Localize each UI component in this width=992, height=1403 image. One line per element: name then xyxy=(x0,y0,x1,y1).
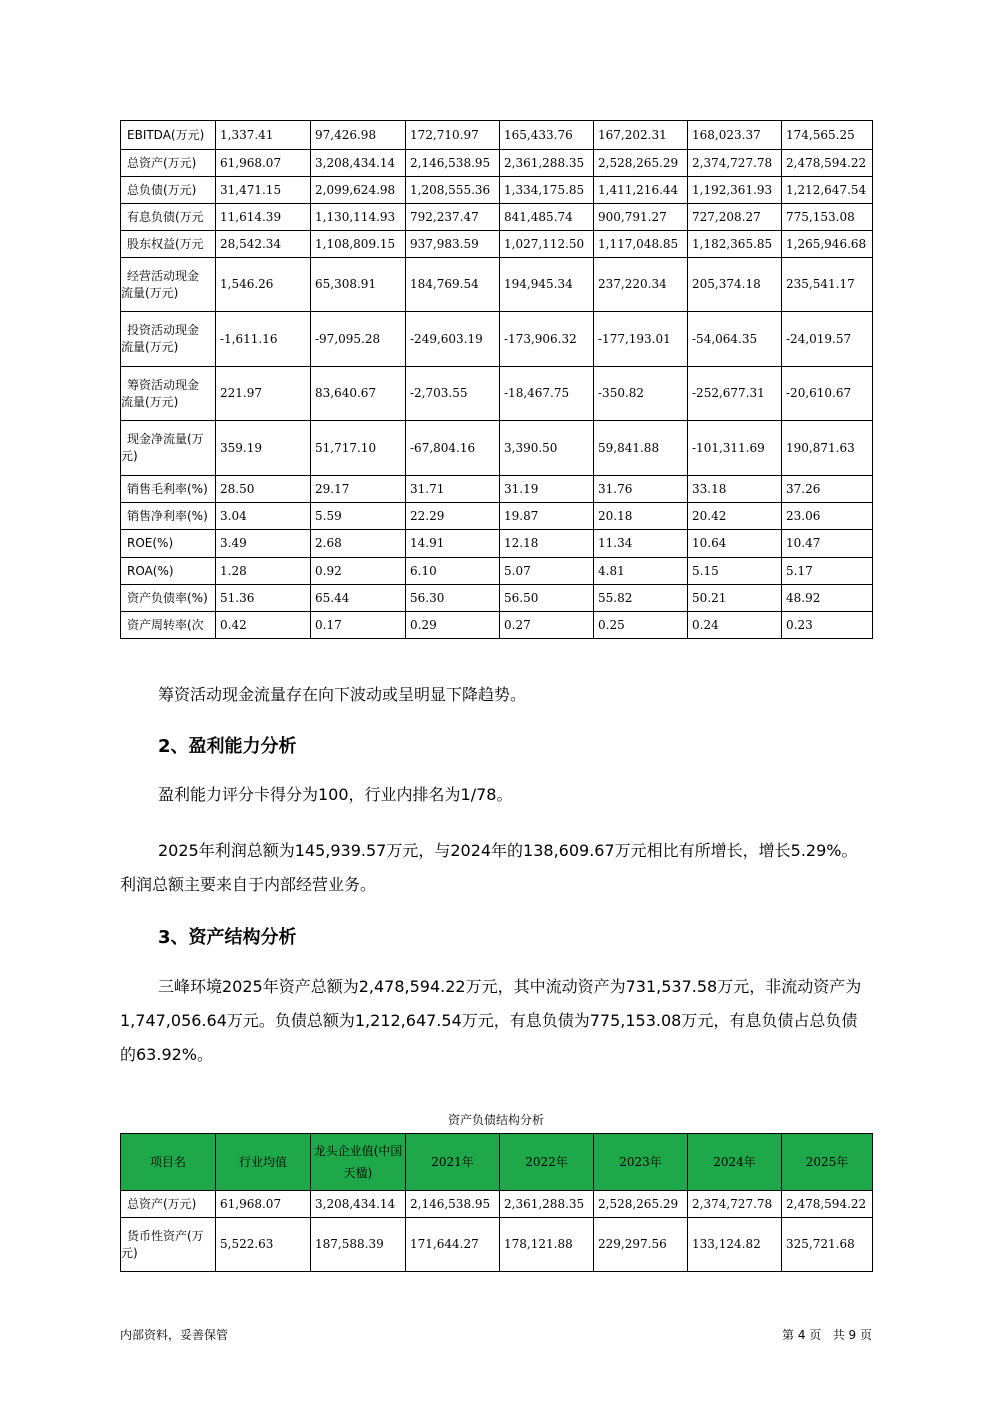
table-row xyxy=(121,204,873,231)
row-label: 总资产(万元) xyxy=(121,1191,216,1218)
cell: 33.18 xyxy=(688,476,782,503)
cell: 12.18 xyxy=(500,530,594,558)
row-label: 资产负债率(%) xyxy=(121,585,216,612)
cell: -177,193.01 xyxy=(594,312,688,367)
cell: 0.92 xyxy=(311,558,406,585)
cell: 3,390.50 xyxy=(500,421,594,476)
cell: 56.50 xyxy=(500,585,594,612)
cell: 2,146,538.95 xyxy=(406,150,500,177)
cell: 1,130,114.93 xyxy=(311,204,406,231)
cell: 10.47 xyxy=(782,530,873,558)
cell: 235,541.17 xyxy=(782,258,873,312)
cell: 1,546.26 xyxy=(216,258,311,312)
row-label: 有息负债(万元 xyxy=(121,204,216,231)
table-row xyxy=(121,421,873,476)
cell: -20,610.67 xyxy=(782,367,873,421)
row-label: 总负债(万元) xyxy=(121,177,216,204)
table-row xyxy=(121,1218,873,1272)
cell: 11,614.39 xyxy=(216,204,311,231)
cell: 0.29 xyxy=(406,612,500,639)
cell: 0.23 xyxy=(782,612,873,639)
cell: 184,769.54 xyxy=(406,258,500,312)
cell: -54,064.35 xyxy=(688,312,782,367)
cell: 237,220.34 xyxy=(594,258,688,312)
cell: 359.19 xyxy=(216,421,311,476)
cell: 325,721.68 xyxy=(782,1218,873,1272)
cell: 900,791.27 xyxy=(594,204,688,231)
cell: 2,361,288.35 xyxy=(500,1191,594,1218)
cell: -350.82 xyxy=(594,367,688,421)
row-label: 销售净利率(%) xyxy=(121,503,216,530)
table-row xyxy=(121,150,873,177)
header-cell: 行业均值 xyxy=(216,1134,311,1191)
cell: 133,124.82 xyxy=(688,1218,782,1272)
cell: 937,983.59 xyxy=(406,231,500,258)
header-cell: 2021年 xyxy=(406,1134,500,1191)
cell: 2,374,727.78 xyxy=(688,150,782,177)
cell: -101,311.69 xyxy=(688,421,782,476)
cell: 4.81 xyxy=(594,558,688,585)
cell: 2,146,538.95 xyxy=(406,1191,500,1218)
header-cell: 2024年 xyxy=(688,1134,782,1191)
cell: 1,411,216.44 xyxy=(594,177,688,204)
paragraph-financing-trend: 筹资活动现金流量存在向下波动或呈明显下降趋势。 xyxy=(158,685,527,704)
cell: 0.17 xyxy=(311,612,406,639)
row-label xyxy=(121,367,216,421)
cell: 172,710.97 xyxy=(406,121,500,150)
cell: 792,237.47 xyxy=(406,204,500,231)
cell: 23.06 xyxy=(782,503,873,530)
cell: 1.28 xyxy=(216,558,311,585)
asset-liability-structure-table xyxy=(120,1133,873,1272)
row-label: EBITDA(万元) xyxy=(121,121,216,150)
cell: 171,644.27 xyxy=(406,1218,500,1272)
row-label: 总资产(万元) xyxy=(121,150,216,177)
cell: 31,471.15 xyxy=(216,177,311,204)
cell: 2,099,624.98 xyxy=(311,177,406,204)
cell: 31.76 xyxy=(594,476,688,503)
row-label-line: 元) xyxy=(121,449,138,463)
cell: 2,528,265.29 xyxy=(594,1191,688,1218)
cell: 5.59 xyxy=(311,503,406,530)
cell: 5.15 xyxy=(688,558,782,585)
row-label-line: 投资活动现金 xyxy=(127,323,200,337)
cell: 31.19 xyxy=(500,476,594,503)
cell: 205,374.18 xyxy=(688,258,782,312)
cell: 11.34 xyxy=(594,530,688,558)
cell: 1,208,555.36 xyxy=(406,177,500,204)
cell: 3.04 xyxy=(216,503,311,530)
cell: 51.36 xyxy=(216,585,311,612)
row-label-line: 现金净流量(万 xyxy=(127,432,204,446)
cell: 3,208,434.14 xyxy=(311,1191,406,1218)
cell: 174,565.25 xyxy=(782,121,873,150)
cell: 19.87 xyxy=(500,503,594,530)
cell: 56.30 xyxy=(406,585,500,612)
table-row xyxy=(121,121,873,150)
cell: -1,611.16 xyxy=(216,312,311,367)
cell: 1,334,175.85 xyxy=(500,177,594,204)
cell: -252,677.31 xyxy=(688,367,782,421)
row-label: 销售毛利率(%) xyxy=(121,476,216,503)
cell: 48.92 xyxy=(782,585,873,612)
cell: -18,467.75 xyxy=(500,367,594,421)
cell: -173,906.32 xyxy=(500,312,594,367)
cell: 28.50 xyxy=(216,476,311,503)
cell: -97,095.28 xyxy=(311,312,406,367)
cell: -249,603.19 xyxy=(406,312,500,367)
cell: 2,361,288.35 xyxy=(500,150,594,177)
header-cell: 2022年 xyxy=(500,1134,594,1191)
cell: 2,478,594.22 xyxy=(782,1191,873,1218)
table-row xyxy=(121,530,873,558)
paragraph-profitability-score: 盈利能力评分卡得分为100，行业内排名为1/78。 xyxy=(158,785,513,804)
cell: 31.71 xyxy=(406,476,500,503)
cell: 5,522.63 xyxy=(216,1218,311,1272)
section-heading-profitability: 2、盈利能力分析 xyxy=(158,736,297,757)
table-row xyxy=(121,585,873,612)
cell: 727,208.27 xyxy=(688,204,782,231)
row-label-line: 流量(万元) xyxy=(121,340,179,354)
row-label: 资产周转率(次 xyxy=(121,612,216,639)
header-cell: 项目名 xyxy=(121,1134,216,1191)
row-label-line: 流量(万元) xyxy=(121,285,179,300)
cell: 2,374,727.78 xyxy=(688,1191,782,1218)
cell: 5.17 xyxy=(782,558,873,585)
cell: 167,202.31 xyxy=(594,121,688,150)
cell: 5.07 xyxy=(500,558,594,585)
cell: 0.25 xyxy=(594,612,688,639)
cell: 37.26 xyxy=(782,476,873,503)
cell: 178,121.88 xyxy=(500,1218,594,1272)
row-label: ROA(%) xyxy=(121,558,216,585)
cell: 61,968.07 xyxy=(216,150,311,177)
cell: 168,023.37 xyxy=(688,121,782,150)
paragraph-total-profit: 2025年利润总额为145,939.57万元，与2024年的138,609.67万元相比有所增长，增长5.29%。利润总额主要来自于内部经营业务。 xyxy=(120,841,858,894)
table-row xyxy=(121,503,873,530)
cell: 1,108,809.15 xyxy=(311,231,406,258)
cell: 194,945.34 xyxy=(500,258,594,312)
cell: -67,804.16 xyxy=(406,421,500,476)
table-row xyxy=(121,612,873,639)
cell: 20.18 xyxy=(594,503,688,530)
row-label: 股东权益(万元 xyxy=(121,231,216,258)
cell: 1,192,361.93 xyxy=(688,177,782,204)
paragraph-asset-structure: 三峰环境2025年资产总额为2,478,594.22万元，其中流动资产为731,537.58万元，非流动资产为1,747,056.64万元。负债总额为1,212,647.54万元，有息负债为775,153.08万元，有息负债占总负债的63.92%。 xyxy=(120,977,862,1064)
table-row xyxy=(121,258,873,312)
cell: 1,337.41 xyxy=(216,121,311,150)
cell: 65,308.91 xyxy=(311,258,406,312)
row-label-line: 筹资活动现金 xyxy=(127,377,200,392)
row-label xyxy=(121,1218,216,1272)
table-row xyxy=(121,177,873,204)
cell: 55.82 xyxy=(594,585,688,612)
cell: 841,485.74 xyxy=(500,204,594,231)
financial-indicators-table xyxy=(120,120,873,639)
cell: 1,212,647.54 xyxy=(782,177,873,204)
footer-page-number: 第 4 页 共 9 页 xyxy=(782,1328,872,1342)
cell: 1,117,048.85 xyxy=(594,231,688,258)
cell: 65.44 xyxy=(311,585,406,612)
cell: 6.10 xyxy=(406,558,500,585)
cell: 2,528,265.29 xyxy=(594,150,688,177)
section-heading-asset-structure: 3、资产结构分析 xyxy=(158,927,297,948)
cell: 61,968.07 xyxy=(216,1191,311,1218)
table-header-row xyxy=(121,1134,873,1191)
row-label xyxy=(121,421,216,476)
table-caption: 资产负债结构分析 xyxy=(447,1113,544,1127)
cell: 83,640.67 xyxy=(311,367,406,421)
cell: -24,019.57 xyxy=(782,312,873,367)
cell: 1,027,112.50 xyxy=(500,231,594,258)
cell: 10.64 xyxy=(688,530,782,558)
table-row xyxy=(121,231,873,258)
cell: 51,717.10 xyxy=(311,421,406,476)
cell: -2,703.55 xyxy=(406,367,500,421)
cell: 20.42 xyxy=(688,503,782,530)
cell: 97,426.98 xyxy=(311,121,406,150)
row-label-line: 货币性资产(万 xyxy=(127,1228,204,1243)
table-row xyxy=(121,476,873,503)
table-row xyxy=(121,1191,873,1218)
header-cell: 龙头企业值(中国天楹) xyxy=(311,1134,406,1191)
cell: 221.97 xyxy=(216,367,311,421)
row-label-line: 元) xyxy=(121,1245,138,1260)
cell: 28,542.34 xyxy=(216,231,311,258)
row-label xyxy=(121,312,216,367)
cell: 3,208,434.14 xyxy=(311,150,406,177)
cell: 3.49 xyxy=(216,530,311,558)
cell: 59,841.88 xyxy=(594,421,688,476)
cell: 0.27 xyxy=(500,612,594,639)
row-label-line: 经营活动现金 xyxy=(127,268,200,283)
cell: 22.29 xyxy=(406,503,500,530)
cell: 229,297.56 xyxy=(594,1218,688,1272)
cell: 0.24 xyxy=(688,612,782,639)
cell: 29.17 xyxy=(311,476,406,503)
cell: 0.42 xyxy=(216,612,311,639)
header-cell: 2025年 xyxy=(782,1134,873,1191)
cell: 775,153.08 xyxy=(782,204,873,231)
cell: 165,433.76 xyxy=(500,121,594,150)
cell: 190,871.63 xyxy=(782,421,873,476)
table-row xyxy=(121,367,873,421)
cell: 14.91 xyxy=(406,530,500,558)
cell: 50.21 xyxy=(688,585,782,612)
cell: 2,478,594.22 xyxy=(782,150,873,177)
cell: 2.68 xyxy=(311,530,406,558)
footer-confidential-note: 内部资料，妥善保管 xyxy=(120,1328,229,1342)
cell: 1,182,365.85 xyxy=(688,231,782,258)
header-cell: 2023年 xyxy=(594,1134,688,1191)
row-label xyxy=(121,258,216,312)
row-label: ROE(%) xyxy=(121,530,216,558)
cell: 187,588.39 xyxy=(311,1218,406,1272)
table-row xyxy=(121,558,873,585)
cell: 1,265,946.68 xyxy=(782,231,873,258)
row-label-line: 流量(万元) xyxy=(121,394,179,409)
table-row xyxy=(121,312,873,367)
